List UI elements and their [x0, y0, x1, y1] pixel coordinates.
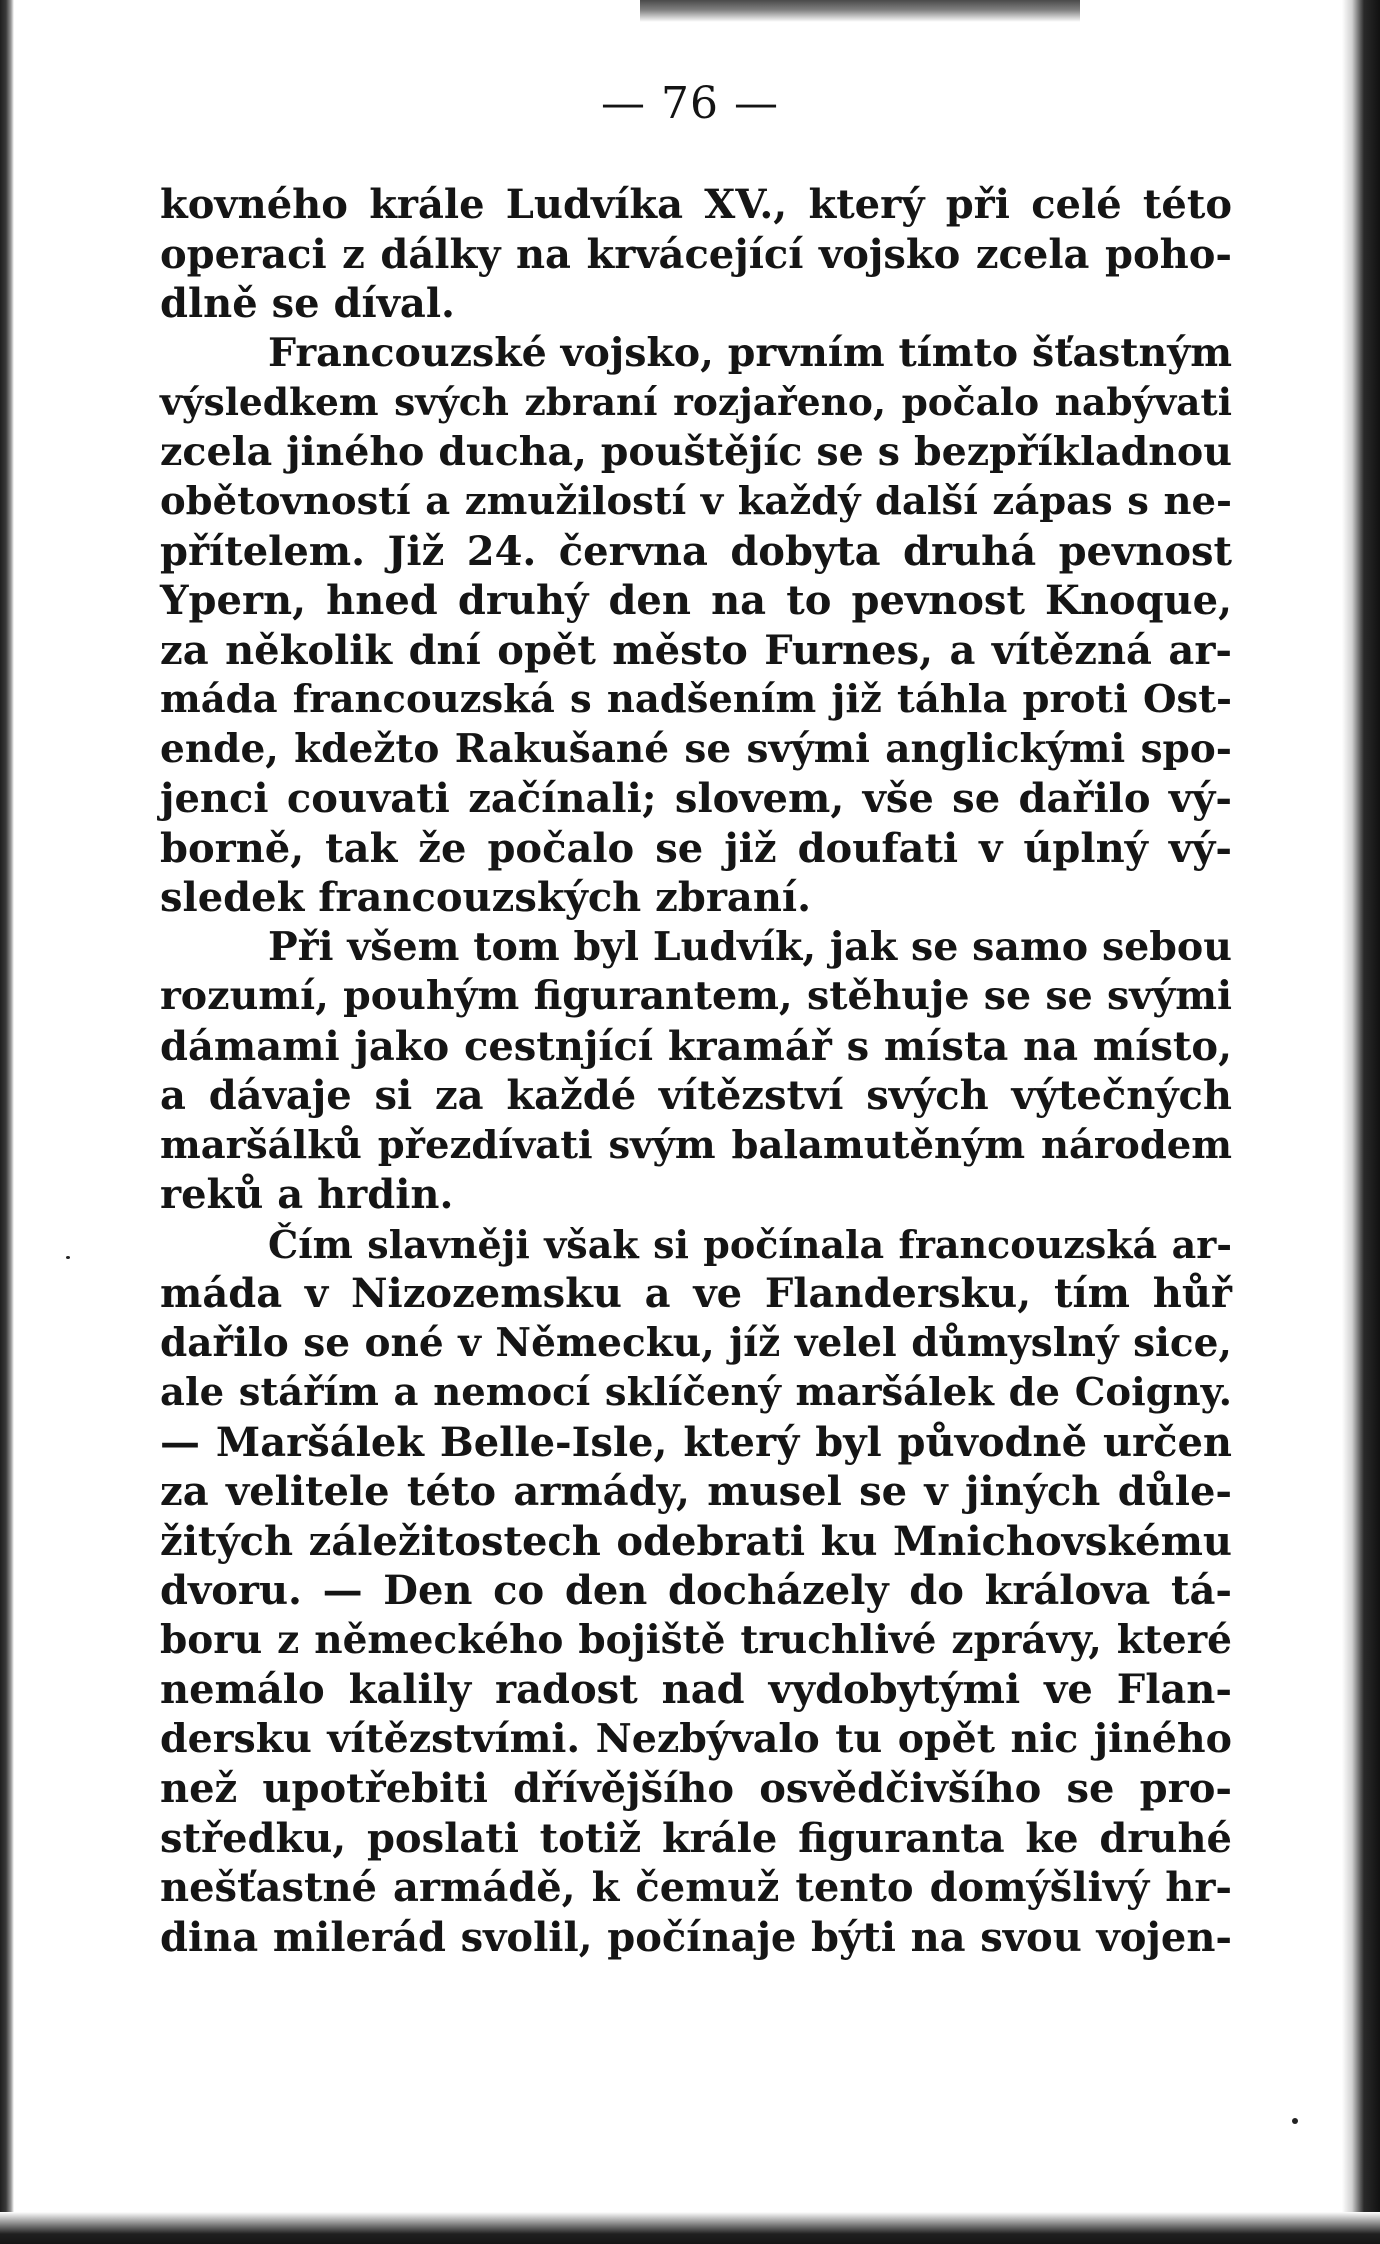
text-line: — Maršálek Belle-Isle, který byl původně určen [160, 1418, 1232, 1466]
body-text [160, 180, 1232, 1962]
text-line: za velitele této armády, musel se v jiných důle- [160, 1468, 1232, 1515]
text-line: operaci z dálky na krvácející vojsko zcela poho- [160, 230, 1232, 278]
page-top-edge-shadow [640, 0, 1080, 22]
text-line: výsledkem svých zbraní rozjařeno, počalo nabývati [160, 380, 1232, 424]
text-line: jenci couvati začínali; slovem, vše se dařilo vý- [160, 775, 1232, 822]
text-line: žitých záležitostech odebrati ku Mnichovskému [160, 1517, 1232, 1565]
page-bottom-edge-shadow [0, 2212, 1380, 2244]
text-line: dlně se díval. [160, 280, 455, 327]
text-line: Čím slavněji však si počínala francouzská ar- [268, 1221, 1232, 1267]
text-line: kovného krále Ludvíka XV., který při celé této [160, 181, 1232, 228]
text-line: nemálo kalily radost nad vydobytými ve Flan- [160, 1666, 1232, 1713]
scan-speck [66, 1256, 70, 1259]
text-line: Ypern, hned druhý den na to pevnost Knoque, [160, 577, 1232, 624]
text-line: dersku vítězstvími. Nezbývalo tu opět nic jiného [160, 1715, 1232, 1762]
text-line: a dávaje si za každé vítězství svých výtečných [160, 1072, 1232, 1119]
text-line: Francouzské vojsko, prvním tímto šťastným [268, 329, 1232, 376]
text-line: Při všem tom byl Ludvík, jak se samo sebou [268, 923, 1232, 970]
text-line: maršálků přezdívati svým balamutěným národem [160, 1122, 1232, 1168]
text-line: borně, tak že počalo se již doufati v úplný vý- [160, 824, 1232, 872]
text-line: dvoru. — Den co den docházely do králova tá- [160, 1567, 1232, 1614]
text-line: dina milerád svolil, počínaje býti na svou vojen- [160, 1913, 1232, 1961]
text-line: dámami jako cestnjící kramář s místa na místo, [160, 1022, 1232, 1070]
page-right-edge-shadow [1342, 0, 1380, 2244]
text-line: za několik dní opět město Furnes, a vítězná ar- [160, 626, 1232, 674]
text-line: dařilo se oné v Německu, jíž velel důmyslný sice, [160, 1319, 1232, 1366]
text-line: ende, kdežto Rakušané se svými anglickými spo- [160, 725, 1232, 772]
text-line: nešťastné armádě, k čemuž tento domýšlivý hr- [160, 1864, 1232, 1911]
text-line: zcela jiného ducha, pouštějíc se s bezpříkladnou [160, 428, 1232, 475]
text-line: reků a hrdin. [160, 1171, 454, 1218]
text-line: než upotřebiti dřívějšího osvědčivšího se pro- [160, 1765, 1232, 1812]
text-line: boru z německého bojiště truchlivé zprávy, které [160, 1616, 1232, 1663]
text-line: středku, poslati totiž krále figuranta ke druhé [160, 1814, 1232, 1862]
text-line: přítelem. Již 24. června dobyta druhá pevnost [160, 527, 1232, 575]
text-line: máda v Nizozemsku a ve Flandersku, tím hůř [160, 1270, 1232, 1317]
scan-speck [1292, 2118, 1298, 2124]
page-number: — 76 — [601, 78, 779, 129]
text-line: rozumí, pouhým figurantem, stěhuje se se svými [160, 973, 1232, 1019]
page-left-edge-shadow [0, 0, 14, 2244]
text-line: máda francouzská s nadšením již táhla proti Ost- [160, 677, 1232, 722]
text-line: sledek francouzských zbraní. [160, 874, 812, 921]
text-line: obětovností a zmužilostí v každý další zápas s ne- [160, 479, 1232, 524]
text-line: ale stářím a nemocí sklíčený maršálek de Coigny. [160, 1370, 1232, 1415]
